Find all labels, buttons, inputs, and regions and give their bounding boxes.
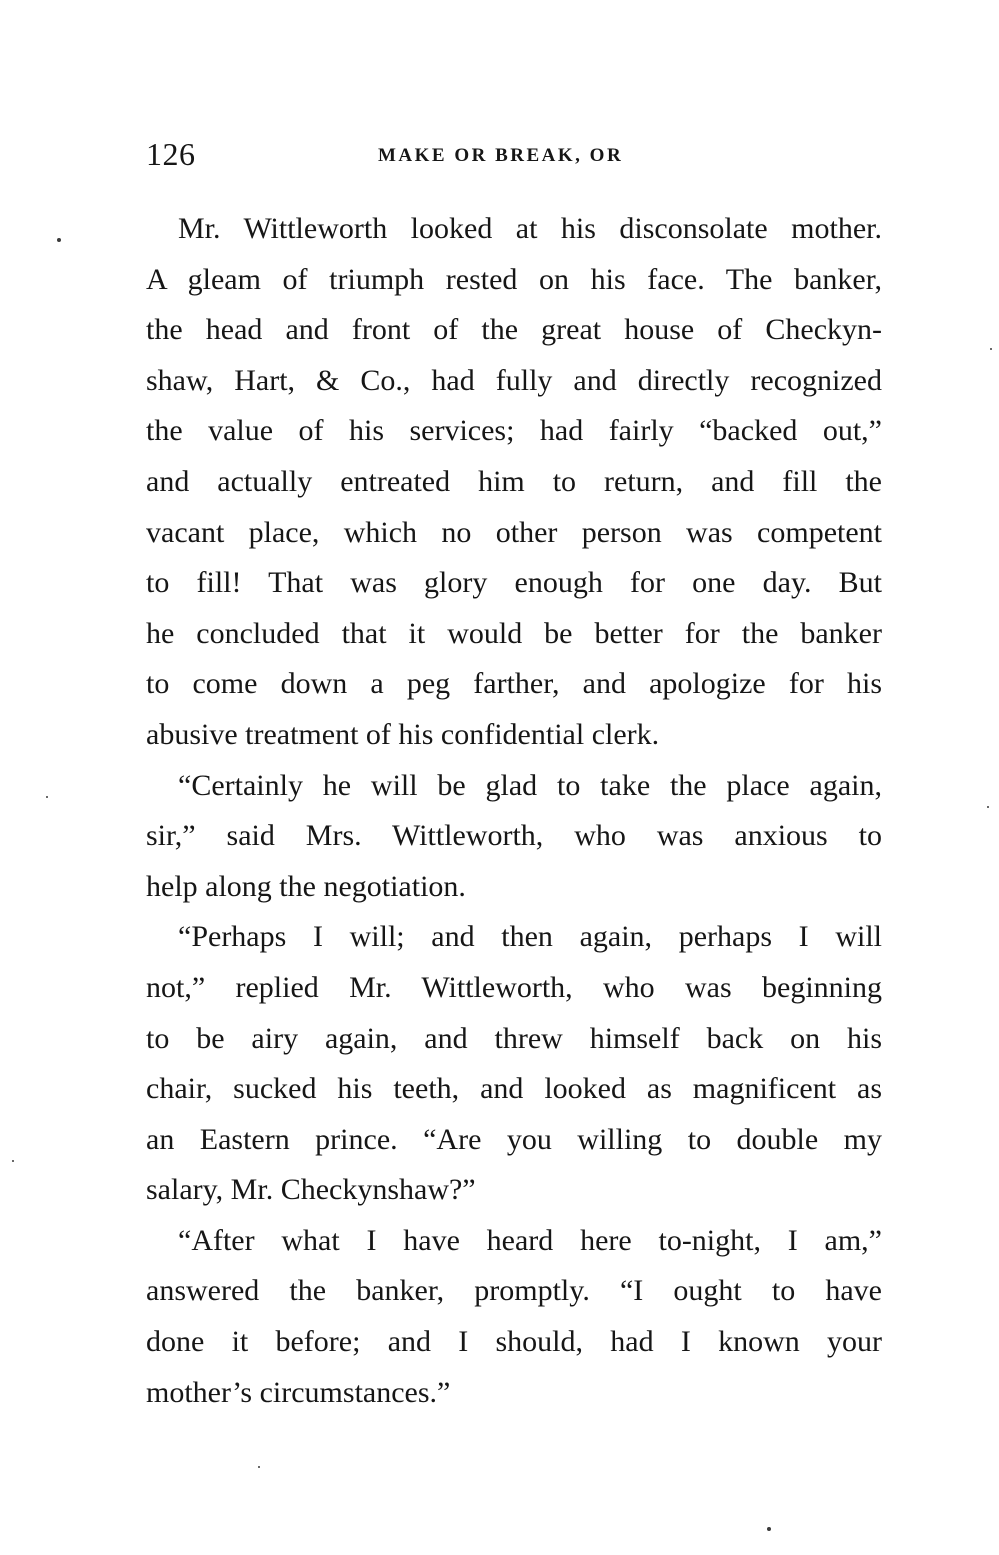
text-line: shaw, Hart, & Co., had fully and directly recognized xyxy=(146,363,882,397)
text-line: vacant place, which no other person was competent xyxy=(146,515,882,549)
text-line: to be airy again, and threw himself back on his xyxy=(146,1021,882,1055)
text-line: “Perhaps I will; and then again, perhaps I will xyxy=(178,920,882,954)
text-line: to fill! That was glory enough for one day. But xyxy=(146,566,882,600)
scan-speck xyxy=(987,806,989,808)
text-line: Mr. Wittleworth looked at his disconsolate mother. xyxy=(178,212,882,245)
text-line: chair, sucked his teeth, and looked as magnificent as xyxy=(146,1072,882,1106)
page-number: 126 xyxy=(146,136,196,172)
text-line: to come down a peg farther, and apologize for his xyxy=(146,667,882,701)
body-text xyxy=(146,204,882,1418)
text-line: not,” replied Mr. Wittleworth, who was beginning xyxy=(146,970,882,1004)
text-line: salary, Mr. Checkynshaw?” xyxy=(146,1173,476,1207)
text-line: sir,” said Mrs. Wittleworth, who was anxious to xyxy=(146,819,882,853)
text-line: the value of his services; had fairly “backed out,” xyxy=(146,414,882,448)
running-head: MAKE OR BREAK, OR xyxy=(378,145,624,166)
text-line: answered the banker, promptly. “I ought to have xyxy=(146,1274,882,1308)
scan-speck xyxy=(46,796,48,798)
text-line: abusive treatment of his confidential clerk. xyxy=(146,717,660,751)
text-line: he concluded that it would be better for the banker xyxy=(146,616,882,650)
scan-speck xyxy=(12,1160,14,1162)
scan-speck xyxy=(990,348,992,350)
text-line: “Certainly he will be glad to take the place again, xyxy=(178,768,882,802)
text-line: done it before; and I should, had I known your xyxy=(146,1325,882,1359)
text-line: and actually entreated him to return, and fill the xyxy=(146,464,882,498)
text-line: help along the negotiation. xyxy=(146,869,466,903)
text-line: the head and front of the great house of Checkyn- xyxy=(146,313,882,347)
scan-speck xyxy=(57,238,61,242)
text-line: an Eastern prince. “Are you willing to double my xyxy=(146,1122,882,1156)
text-line: mother’s circumstances.” xyxy=(146,1375,451,1409)
page-header xyxy=(146,136,886,176)
text-line: A gleam of triumph rested on his face. The banker, xyxy=(146,262,882,296)
scan-speck xyxy=(258,1466,260,1468)
text-line: “After what I have heard here to-night, I am,” xyxy=(178,1223,882,1257)
scan-speck xyxy=(767,1527,771,1531)
